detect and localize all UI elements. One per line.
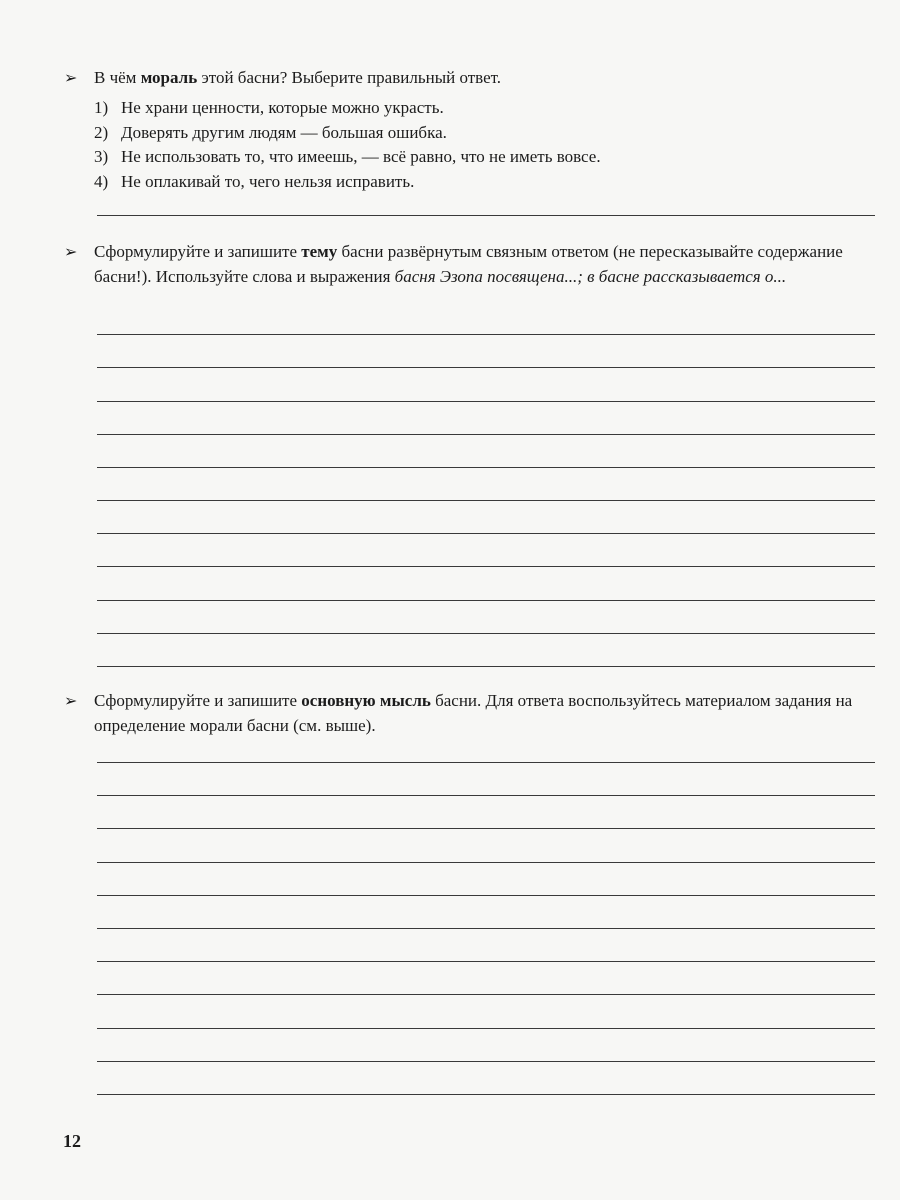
page-number: 12 [63,1131,81,1151]
answer-option[interactable]: 4) Не оплакивай то, чего нельзя исправить. [94,171,415,191]
arrow-bullet-icon: ➢ [64,68,78,87]
answer-line[interactable] [97,666,875,667]
answer-line[interactable] [97,334,875,335]
arrow-bullet-icon: ➢ [64,242,78,261]
keyword-main-idea: основную мысль [301,691,431,710]
task-moral-question [64,65,876,90]
answer-line[interactable] [97,762,875,763]
answer-line[interactable] [97,215,875,216]
task-theme-text: Сформулируйте и запишите тему басни развёрнутым связным ответом (не пересказывайте содержание басни!). Используйте слова и выражения басня Эзопа посвящена...; в басне рассказывается о... [94,242,843,286]
answer-line[interactable] [97,566,875,567]
answer-line[interactable] [97,367,875,368]
answer-line[interactable] [97,434,875,435]
phrase-hint: басня Эзопа посвящена...; в басне рассказывается о... [394,267,787,286]
answer-line[interactable] [97,401,875,402]
keyword-moral: мораль [140,68,198,87]
task-moral-text: В чём мораль этой басни? Выберите правильный ответ. [94,68,502,87]
answer-line[interactable] [97,994,875,995]
answer-options [94,96,854,194]
answer-line[interactable] [97,633,875,634]
answer-line[interactable] [97,467,875,468]
answer-line[interactable] [97,500,875,501]
answer-line[interactable] [97,795,875,796]
answer-line[interactable] [97,533,875,534]
keyword-theme: тему [301,242,338,261]
task-main-idea-text: Сформулируйте и запишите основную мысль басни. Для ответа воспользуйтесь материалом задания на определение морали басни (см. выше). [94,691,853,735]
task-main-idea-question [64,688,876,738]
answer-line[interactable] [97,928,875,929]
answer-line[interactable] [97,1094,875,1095]
arrow-bullet-icon: ➢ [64,691,78,710]
answer-option[interactable]: 3) Не использовать то, что имеешь, — всё равно, что не иметь вовсе. [94,147,601,166]
task-theme-question [64,239,876,289]
answer-line[interactable] [97,1028,875,1029]
answer-line[interactable] [97,961,875,962]
answer-line[interactable] [97,895,875,896]
answer-option[interactable]: 1) Не храни ценности, которые можно украсть. [94,98,444,117]
answer-line[interactable] [97,600,875,601]
answer-line[interactable] [97,1061,875,1062]
answer-option[interactable]: 2) Доверять другим людям — большая ошибка. [94,122,447,142]
answer-line[interactable] [97,862,875,863]
answer-line[interactable] [97,828,875,829]
